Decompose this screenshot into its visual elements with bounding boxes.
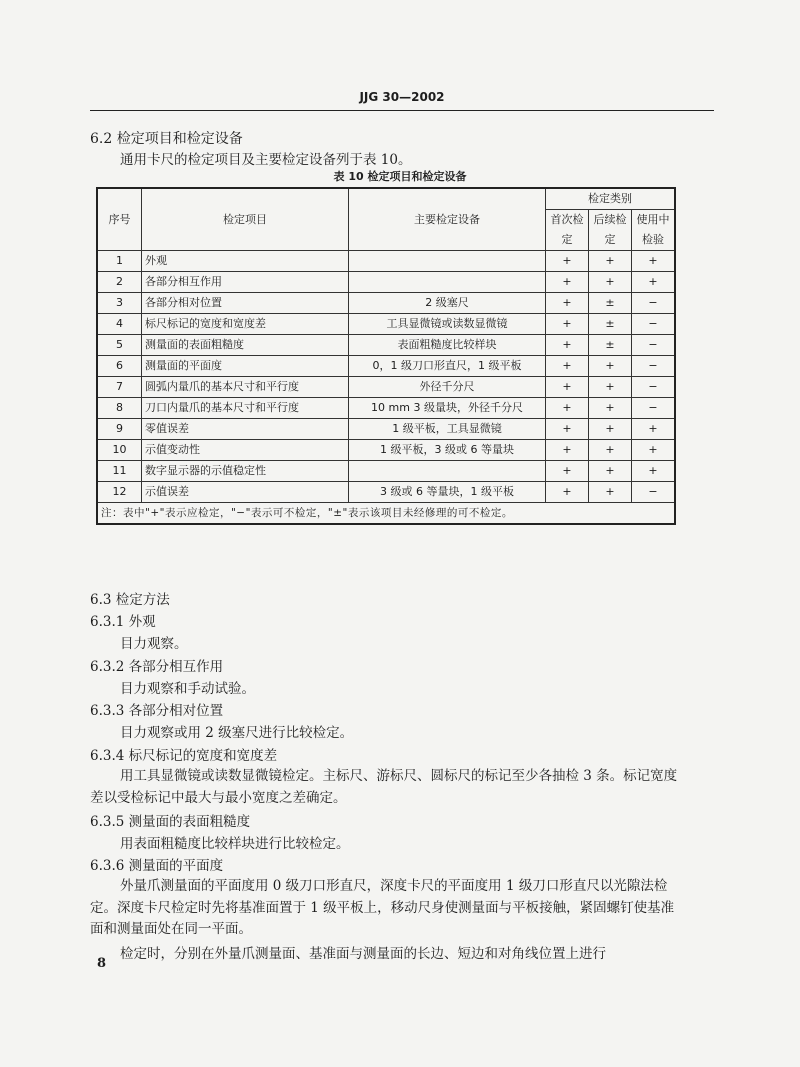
row-in-use: + bbox=[632, 419, 676, 440]
row-in-use: − bbox=[632, 398, 676, 419]
row-in-use: − bbox=[632, 293, 676, 314]
table-row bbox=[97, 272, 675, 293]
row-equipment: 10 mm 3 级量块，外径千分尺 bbox=[349, 398, 546, 419]
row-item: 刀口内量爪的基本尺寸和平行度 bbox=[142, 398, 349, 419]
heading-6-3-3: 6.3.3 各部分相对位置 bbox=[90, 703, 224, 719]
table-row bbox=[97, 419, 675, 440]
row-first: + bbox=[546, 335, 589, 356]
table-caption: 表 10 检定项目和检定设备 bbox=[333, 170, 467, 183]
row-equipment: 1 级平板，3 级或 6 等量块 bbox=[349, 440, 546, 461]
row-item: 圆弧内量爪的基本尺寸和平行度 bbox=[142, 377, 349, 398]
heading-6-3-4: 6.3.4 标尺标记的宽度和宽度差 bbox=[90, 748, 278, 764]
row-first: + bbox=[546, 377, 589, 398]
row-in-use: − bbox=[632, 482, 676, 503]
heading-6-3-2: 6.3.2 各部分相互作用 bbox=[90, 659, 224, 675]
page-header bbox=[90, 86, 714, 111]
row-first: + bbox=[546, 356, 589, 377]
row-subsequent: ± bbox=[589, 293, 632, 314]
header-subsequent: 后续检定 bbox=[589, 210, 632, 251]
heading-6-3-1: 6.3.1 外观 bbox=[90, 614, 156, 630]
row-equipment: 3 级或 6 等量块，1 级平板 bbox=[349, 482, 546, 503]
row-equipment: 外径千分尺 bbox=[349, 377, 546, 398]
row-subsequent: + bbox=[589, 440, 632, 461]
row-first: + bbox=[546, 419, 589, 440]
row-item: 测量面的表面粗糙度 bbox=[142, 335, 349, 356]
header-first: 首次检定 bbox=[546, 210, 589, 251]
header-in-use: 使用中检验 bbox=[632, 210, 676, 251]
row-equipment: 表面粗糙度比较样块 bbox=[349, 335, 546, 356]
row-in-use: − bbox=[632, 356, 676, 377]
row-subsequent: + bbox=[589, 398, 632, 419]
row-subsequent: + bbox=[589, 482, 632, 503]
text-6-3-5: 用表面粗糙度比较样块进行比较检定。 bbox=[120, 836, 350, 852]
row-in-use: − bbox=[632, 335, 676, 356]
page-number: 8 bbox=[97, 956, 107, 971]
row-in-use: + bbox=[632, 461, 676, 482]
row-item: 各部分相对位置 bbox=[142, 293, 349, 314]
text-6-3-3: 目力观察或用 2 级塞尺进行比较检定。 bbox=[120, 725, 354, 741]
heading-6-3-5: 6.3.5 测量面的表面粗糙度 bbox=[90, 814, 251, 830]
row-no: 5 bbox=[97, 335, 142, 356]
row-subsequent: ± bbox=[589, 314, 632, 335]
row-in-use: − bbox=[632, 377, 676, 398]
row-in-use: + bbox=[632, 440, 676, 461]
row-equipment: 2 级塞尺 bbox=[349, 293, 546, 314]
header-item: 检定项目 bbox=[142, 188, 349, 251]
intro-text: 通用卡尺的检定项目及主要检定设备列于表 10。 bbox=[120, 152, 412, 168]
heading-6-3-6: 6.3.6 测量面的平面度 bbox=[90, 858, 224, 874]
row-in-use: + bbox=[632, 272, 676, 293]
row-first: + bbox=[546, 440, 589, 461]
header-category: 检定类别 bbox=[546, 188, 676, 210]
row-no: 8 bbox=[97, 398, 142, 419]
row-in-use: − bbox=[632, 314, 676, 335]
row-item: 外观 bbox=[142, 251, 349, 272]
row-subsequent: + bbox=[589, 377, 632, 398]
table-row bbox=[97, 461, 675, 482]
text-6-3-2: 目力观察和手动试验。 bbox=[120, 681, 255, 697]
table-row bbox=[97, 335, 675, 356]
heading-6-3: 6.3 检定方法 bbox=[90, 592, 170, 608]
table-row bbox=[97, 251, 675, 272]
row-item: 零值误差 bbox=[142, 419, 349, 440]
text-6-3-4: 用工具显微镜或读数显微镜检定。主标尺、游标尺、圆标尺的标记至少各抽检 3 条。标记宽度差以受检标记中最大与最小宽度之差确定。 bbox=[90, 768, 678, 806]
row-no: 1 bbox=[97, 251, 142, 272]
row-no: 2 bbox=[97, 272, 142, 293]
row-no: 12 bbox=[97, 482, 142, 503]
row-first: + bbox=[546, 398, 589, 419]
row-equipment: 1 级平板，工具显微镜 bbox=[349, 419, 546, 440]
table-row bbox=[97, 356, 675, 377]
row-item: 测量面的平面度 bbox=[142, 356, 349, 377]
row-equipment: 0，1 级刀口形直尺，1 级平板 bbox=[349, 356, 546, 377]
row-in-use: + bbox=[632, 251, 676, 272]
row-no: 11 bbox=[97, 461, 142, 482]
row-item: 标尺标记的宽度和宽度差 bbox=[142, 314, 349, 335]
row-subsequent: + bbox=[589, 461, 632, 482]
header-equipment: 主要检定设备 bbox=[349, 188, 546, 251]
row-item: 各部分相互作用 bbox=[142, 272, 349, 293]
row-subsequent: + bbox=[589, 251, 632, 272]
table-row bbox=[97, 398, 675, 419]
row-equipment: 工具显微镜或读数显微镜 bbox=[349, 314, 546, 335]
standard-code: JJG 30—2002 bbox=[359, 90, 445, 104]
row-first: + bbox=[546, 293, 589, 314]
row-item: 数字显示器的示值稳定性 bbox=[142, 461, 349, 482]
inspection-table bbox=[96, 187, 676, 525]
row-first: + bbox=[546, 272, 589, 293]
row-first: + bbox=[546, 251, 589, 272]
row-item: 示值变动性 bbox=[142, 440, 349, 461]
row-no: 6 bbox=[97, 356, 142, 377]
row-no: 9 bbox=[97, 419, 142, 440]
header-no: 序号 bbox=[97, 188, 142, 251]
table-row bbox=[97, 482, 675, 503]
row-subsequent: + bbox=[589, 356, 632, 377]
row-subsequent: + bbox=[589, 419, 632, 440]
table-row bbox=[97, 314, 675, 335]
row-equipment bbox=[349, 251, 546, 272]
row-no: 4 bbox=[97, 314, 142, 335]
row-no: 7 bbox=[97, 377, 142, 398]
row-equipment bbox=[349, 272, 546, 293]
text-6-3-6: 外量爪测量面的平面度用 0 级刀口形直尺，深度卡尺的平面度用 1 级刀口形直尺以光隙法检定。深度卡尺检定时先将基准面置于 1 级平板上，移动尺身使测量面与平板接触，紧固螺钉使基准面和测量面处在同一平面。 bbox=[90, 878, 675, 937]
row-no: 3 bbox=[97, 293, 142, 314]
table-row bbox=[97, 440, 675, 461]
row-subsequent: + bbox=[589, 272, 632, 293]
text-6-3-1: 目力观察。 bbox=[120, 636, 188, 652]
row-equipment bbox=[349, 461, 546, 482]
row-first: + bbox=[546, 314, 589, 335]
row-item: 示值误差 bbox=[142, 482, 349, 503]
table-row bbox=[97, 377, 675, 398]
row-first: + bbox=[546, 482, 589, 503]
text-6-3-6-cont: 检定时，分别在外量爪测量面、基准面与测量面的长边、短边和对角线位置上进行 bbox=[120, 946, 606, 962]
table-note: 注：表中"+"表示应检定，"−"表示可不检定，"±"表示该项目未经修理的可不检定。 bbox=[97, 503, 675, 525]
section-title: 6.2 检定项目和检定设备 bbox=[90, 131, 243, 147]
row-first: + bbox=[546, 461, 589, 482]
row-subsequent: ± bbox=[589, 335, 632, 356]
row-no: 10 bbox=[97, 440, 142, 461]
table-row bbox=[97, 293, 675, 314]
